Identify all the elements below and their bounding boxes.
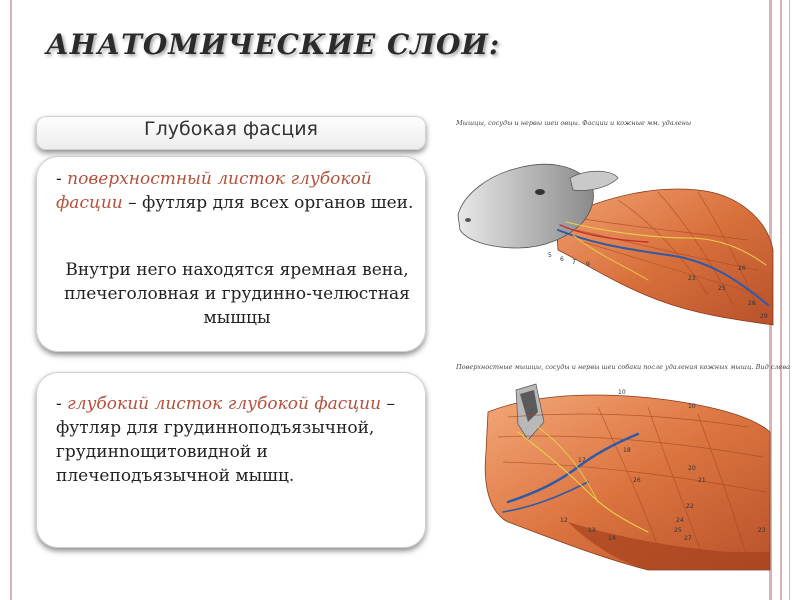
- sheep-neck-anatomy-illustration: [448, 130, 778, 330]
- label-25: 25: [718, 285, 726, 292]
- label-22: 22: [686, 503, 694, 510]
- label-29: 29: [760, 313, 768, 320]
- superficial-layer-text: [56, 167, 416, 215]
- header-box: [36, 116, 426, 150]
- label-17: 17: [578, 457, 586, 464]
- sheep-eye: [535, 189, 545, 195]
- label-23: 23: [688, 275, 696, 282]
- deep-layer-term: глубокий листок глубокой фасции: [67, 394, 382, 414]
- label-21: 21: [698, 477, 706, 484]
- label-28: 28: [748, 300, 756, 307]
- label-24: 24: [676, 517, 684, 524]
- sheep-nostril: [465, 218, 471, 222]
- label-9: 9: [586, 261, 590, 268]
- label-26: 26: [633, 477, 641, 484]
- figure-caption-dog: Поверхностные мышцы, сосуды и нервы шеи собаки после удаления кожных мышц. Вид слева: [456, 363, 791, 371]
- deep-layer-text: [56, 392, 416, 488]
- label-13: 13: [588, 527, 596, 534]
- dash: -: [56, 169, 68, 189]
- header-text: Глубокая фасция: [144, 118, 318, 140]
- label-12: 12: [560, 517, 568, 524]
- label-14: 14: [608, 535, 616, 542]
- label-23: 23: [758, 527, 766, 534]
- deep-layer-definition: – футляр для грудинноподъязычной, грудинnoщитовидной и плечеподъязычной мышц.: [56, 394, 395, 486]
- label-27: 27: [684, 535, 692, 542]
- dog-neck-anatomy-illustration: [448, 372, 778, 572]
- label-10b: 10: [688, 403, 696, 410]
- label-18: 18: [623, 447, 631, 454]
- frame-border-right-inner: [780, 0, 782, 600]
- label-7: 7: [572, 259, 576, 266]
- figure-caption-sheep: Мышцы, сосуды и нервы шеи овцы. Фасции и кожные мм. удалены: [456, 119, 692, 127]
- frame-border-right-outer: [789, 0, 790, 600]
- frame-border-left: [10, 0, 12, 600]
- label-25: 25: [674, 527, 682, 534]
- slide-title: АНАТОМИЧЕСКИЕ СЛОИ:: [46, 28, 501, 61]
- label-5: 5: [548, 252, 552, 259]
- label-26: 26: [738, 265, 746, 272]
- superficial-layer-term: поверхностный листок глубокой фасции: [56, 169, 372, 213]
- label-10: 10: [618, 389, 626, 396]
- superficial-layer-definition: – футляр для всех органов шеи.: [122, 193, 414, 213]
- superficial-layer-note: Внутри него находятся яремная вена, плечеголовная и грудинно-челюстная мышцы: [64, 260, 410, 328]
- label-20: 20: [688, 465, 696, 472]
- dash: -: [56, 394, 68, 414]
- label-6: 6: [560, 256, 564, 263]
